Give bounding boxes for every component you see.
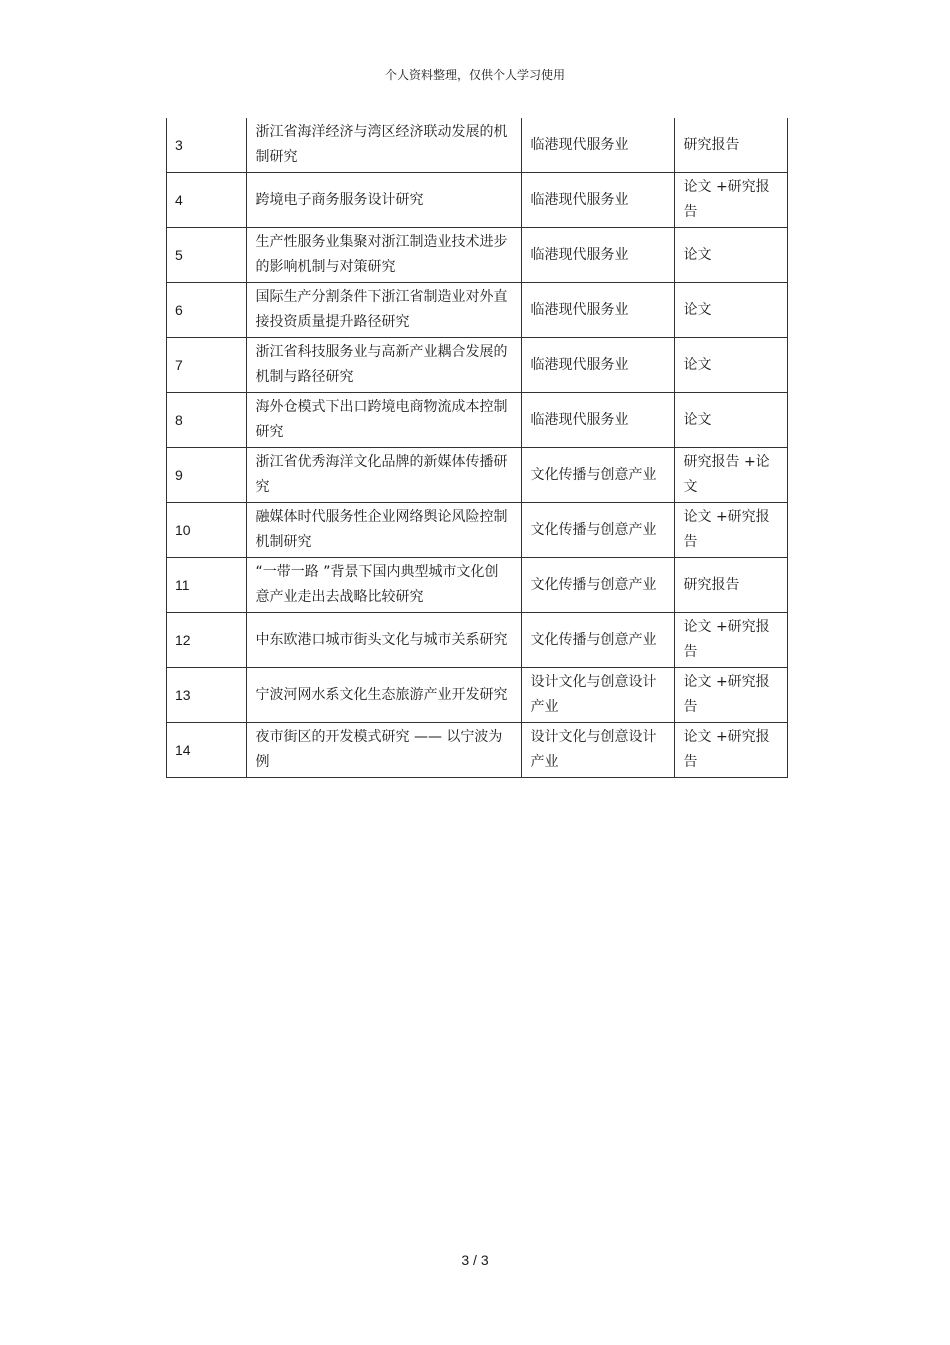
table-row: [167, 283, 787, 338]
project-title: 中东欧港口城市街头文化与城市关系研究: [246, 613, 521, 668]
table-row: [167, 393, 787, 448]
table-row: [167, 118, 787, 173]
project-title: “一带一路 ”背景下国内典型城市文化创意产业走出去战略比较研究: [246, 558, 521, 613]
table-row: [167, 613, 787, 668]
project-table: [166, 118, 788, 778]
project-title: 跨境电子商务服务设计研究: [246, 173, 521, 228]
project-area: 临港现代服务业: [521, 118, 674, 173]
page-header: 个人资料整理，仅供个人学习使用: [384, 68, 565, 82]
row-number: 5: [167, 228, 246, 283]
row-number: 4: [167, 173, 246, 228]
result-form: 研究报告 +论文: [674, 448, 787, 503]
project-area: 临港现代服务业: [521, 338, 674, 393]
project-area: 文化传播与创意产业: [521, 448, 674, 503]
project-title: 宁波河网水系文化生态旅游产业开发研究: [246, 668, 521, 723]
result-form: 论文 +研究报告: [674, 613, 787, 668]
row-number: 10: [167, 503, 246, 558]
result-form: 研究报告: [674, 558, 787, 613]
table-row: [167, 228, 787, 283]
row-number: 7: [167, 338, 246, 393]
result-form: 论文 +研究报告: [674, 723, 787, 778]
project-area: 设计文化与创意设计产业: [521, 723, 674, 778]
project-area: 文化传播与创意产业: [521, 558, 674, 613]
row-number: 14: [167, 723, 246, 778]
project-area: 临港现代服务业: [521, 393, 674, 448]
table-row: [167, 723, 787, 778]
table-row: [167, 173, 787, 228]
project-title: 融媒体时代服务性企业网络舆论风险控制机制研究: [246, 503, 521, 558]
result-form: 论文: [674, 338, 787, 393]
result-form: 论文: [674, 393, 787, 448]
table-row: [167, 448, 787, 503]
project-title: 国际生产分割条件下浙江省制造业对外直接投资质量提升路径研究: [246, 283, 521, 338]
table-row: [167, 668, 787, 723]
result-form: 论文 +研究报告: [674, 668, 787, 723]
project-area: 临港现代服务业: [521, 228, 674, 283]
result-form: 研究报告: [674, 118, 787, 173]
table-row: [167, 558, 787, 613]
row-number: 9: [167, 448, 246, 503]
table-row: [167, 503, 787, 558]
result-form: 论文: [674, 228, 787, 283]
page-number: 3 / 3: [461, 1252, 489, 1268]
row-number: 12: [167, 613, 246, 668]
project-area: 临港现代服务业: [521, 173, 674, 228]
result-form: 论文 +研究报告: [674, 173, 787, 228]
row-number: 3: [175, 136, 183, 153]
project-title: 浙江省海洋经济与湾区经济联动发展的机制研究: [246, 118, 521, 173]
row-number: 8: [167, 393, 246, 448]
result-form: 论文 +研究报告: [674, 503, 787, 558]
project-title: 生产性服务业集聚对浙江制造业技术进步的影响机制与对策研究: [246, 228, 521, 283]
row-number: 13: [167, 668, 246, 723]
result-form: 论文: [674, 283, 787, 338]
table-row: [167, 338, 787, 393]
row-number: 6: [167, 283, 246, 338]
project-area: 设计文化与创意设计产业: [521, 668, 674, 723]
project-title: 浙江省科技服务业与高新产业耦合发展的机制与路径研究: [246, 338, 521, 393]
project-area: 文化传播与创意产业: [521, 503, 674, 558]
project-area: 文化传播与创意产业: [521, 613, 674, 668]
project-title: 浙江省优秀海洋文化品牌的新媒体传播研究: [246, 448, 521, 503]
project-title: 海外仓模式下出口跨境电商物流成本控制研究: [246, 393, 521, 448]
project-title: 夜市街区的开发模式研究 —— 以宁波为例: [246, 723, 521, 778]
row-number: 11: [167, 558, 246, 613]
project-area: 临港现代服务业: [521, 283, 674, 338]
